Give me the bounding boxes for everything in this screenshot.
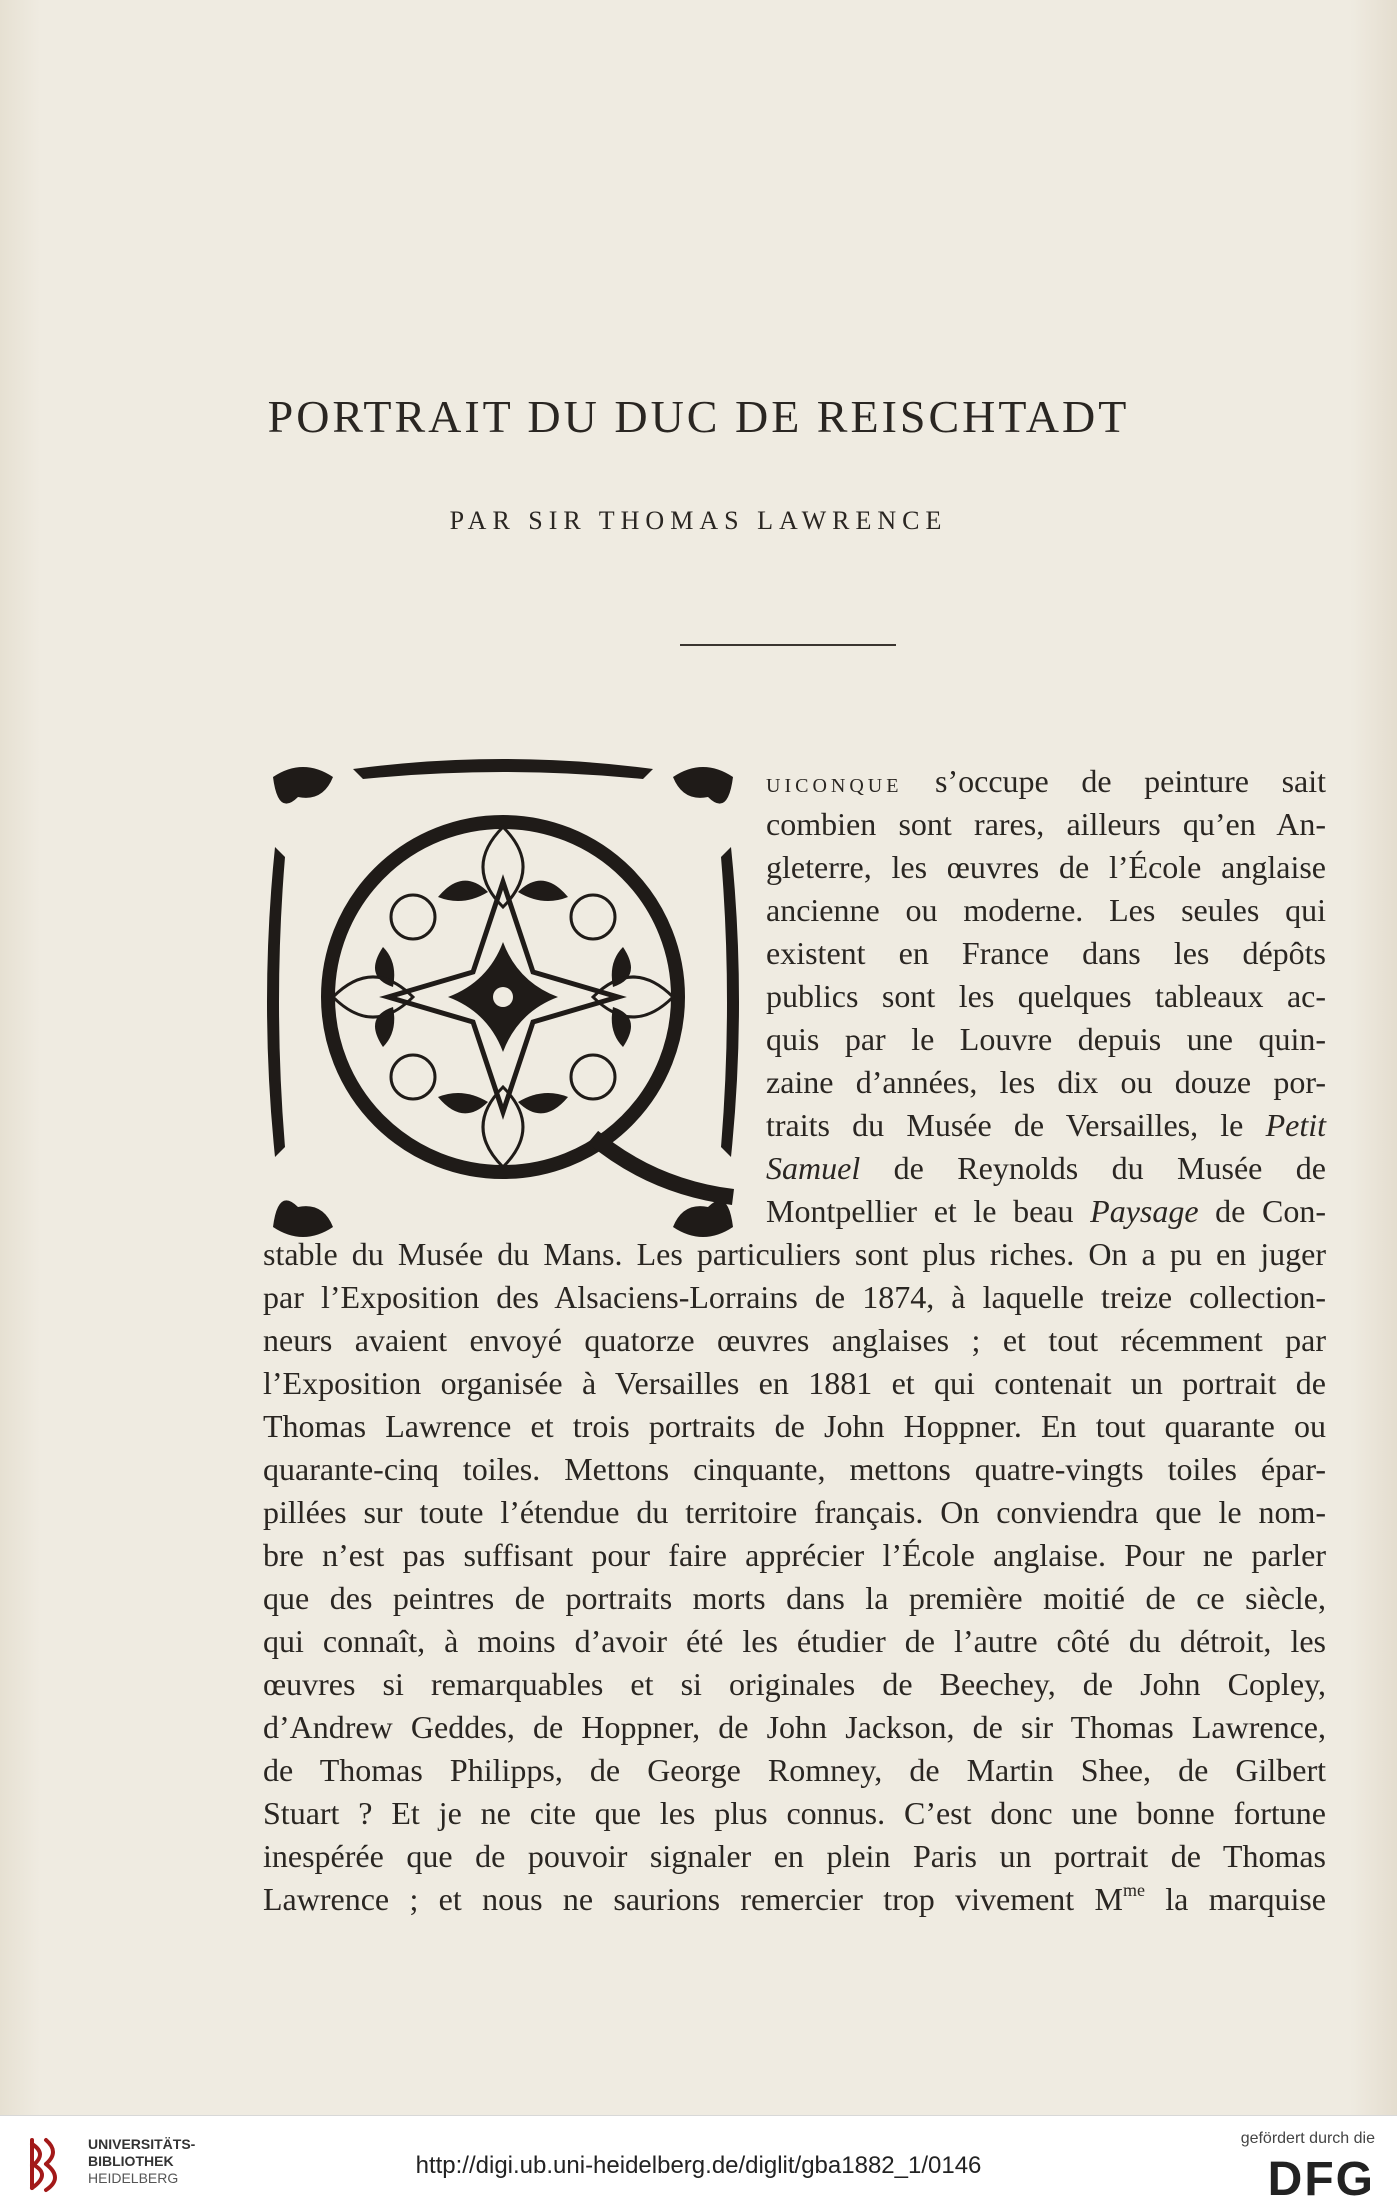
body-line: zaine d’années, les dix ou douze por- bbox=[766, 1064, 1326, 1100]
body-line: œuvres si remarquables et si originales de Beechey, de John Copley, bbox=[263, 1666, 1326, 1702]
body-line: pillées sur toute l’étendue du territoire français. On conviendra que le nom- bbox=[263, 1494, 1326, 1530]
ornamental-dropcap-q bbox=[263, 757, 743, 1247]
italic-title: Paysage bbox=[1090, 1193, 1199, 1229]
body-line: traits du Musée de Versailles, le Petit bbox=[766, 1107, 1326, 1143]
body-line: ancienne ou moderne. Les seules qui bbox=[766, 892, 1326, 928]
italic-title: Samuel bbox=[766, 1150, 861, 1186]
dfg-logo: DFG bbox=[1267, 2153, 1375, 2206]
body-line: inespérée que de pouvoir signaler en plein Paris un portrait de Thomas bbox=[263, 1838, 1326, 1874]
body-line: Montpellier et le beau Paysage de Con- bbox=[766, 1193, 1327, 1229]
body-line-last: Lawrence ; et nous ne saurions remercier trop vivement $M^{me}$ la marquise bbox=[263, 1880, 1327, 1917]
library-name: UNIVERSITÄTS- BIBLIOTHEK HEIDELBERG bbox=[88, 2136, 196, 2186]
body-line: uiconque s’occupe de peinture sait bbox=[766, 763, 1326, 799]
body-line: Stuart ? Et je ne cite que les plus connus. C’est donc une bonne fortune bbox=[263, 1795, 1326, 1831]
body-line: quis par le Louvre depuis une quin- bbox=[766, 1021, 1326, 1057]
permalink-url[interactable]: http://digi.ub.uni-heidelberg.de/diglit/gba1882_1/0146 bbox=[415, 2152, 982, 2179]
body-line: existent en France dans les dépôts bbox=[766, 935, 1326, 971]
body-line: Thomas Lawrence et trois portraits de John Hoppner. En tout quarante ou bbox=[263, 1408, 1326, 1444]
body-line: Samuel de Reynolds du Musée de bbox=[766, 1150, 1326, 1186]
ornament-icon bbox=[263, 757, 743, 1247]
body-line: quarante-cinq toiles. Mettons cinquante, mettons quatre-vingts toiles épar- bbox=[263, 1451, 1326, 1487]
funder-caption: gefördert durch die bbox=[1240, 2130, 1375, 2147]
superscript: me bbox=[1122, 1880, 1145, 1900]
body-line: neurs avaient envoyé quatorze œuvres anglaises ; et tout récemment par bbox=[263, 1322, 1326, 1358]
dropcap-continuation: uiconque bbox=[766, 768, 903, 799]
body-line: combien sont rares, ailleurs qu’en An- bbox=[766, 806, 1326, 842]
body-line: l’Exposition organisée à Versailles en 1881 et qui contenait un portrait de bbox=[263, 1365, 1326, 1401]
title-divider bbox=[680, 644, 896, 646]
body-line: par l’Exposition des Alsaciens-Lorrains de 1874, à laquelle treize collection- bbox=[263, 1279, 1326, 1315]
body-line: gleterre, les œuvres de l’École anglaise bbox=[766, 849, 1326, 885]
body-line: qui connaît, à moins d’avoir été les étudier de l’autre côté du détroit, les bbox=[263, 1623, 1326, 1659]
italic-title: Petit bbox=[1265, 1107, 1326, 1143]
article-title: PORTRAIT DU DUC DE REISCHTADT bbox=[267, 391, 1130, 442]
body-line: stable du Musée du Mans. Les particuliers sont plus riches. On a pu en juger bbox=[263, 1236, 1326, 1272]
article-byline: PAR SIR THOMAS LAWRENCE bbox=[449, 506, 948, 535]
body-line: publics sont les quelques tableaux ac- bbox=[766, 978, 1326, 1014]
body-line: que des peintres de portraits morts dans la première moitié de ce siècle, bbox=[263, 1580, 1326, 1616]
body-line: d’Andrew Geddes, de Hoppner, de John Jackson, de sir Thomas Lawrence, bbox=[263, 1709, 1326, 1745]
footer-bar bbox=[0, 2115, 1397, 2212]
body-line: de Thomas Philipps, de George Romney, de Martin Shee, de Gilbert bbox=[263, 1752, 1326, 1788]
body-line: bre n’est pas suffisant pour faire apprécier l’École anglaise. Pour ne parler bbox=[263, 1537, 1326, 1573]
